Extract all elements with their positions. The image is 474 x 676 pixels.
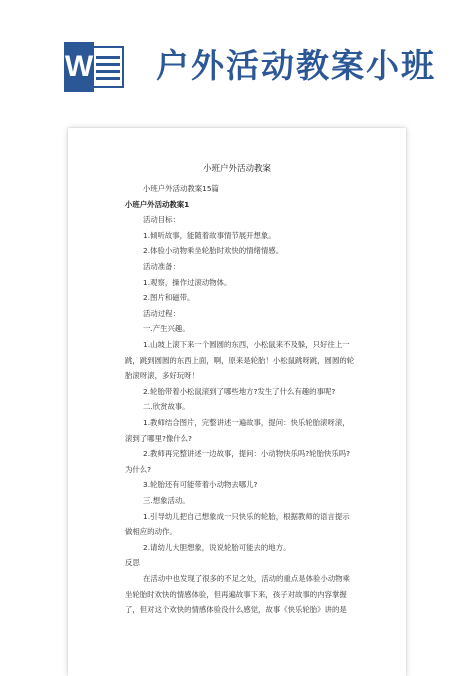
document-line: 三.想象活动。 bbox=[143, 496, 190, 505]
document-line: 1.引导幼儿把自己想象成一只快乐的轮胎，根据教师的语言提示 bbox=[143, 511, 350, 521]
document-line: 2.请幼儿大胆想象，说说轮胎可能去的地方。 bbox=[143, 542, 291, 552]
document-line: 1.观察，操作过滚动物体。 bbox=[143, 277, 232, 287]
word-logo-letter: W bbox=[64, 42, 94, 92]
document-line: 1.倾听故事，能随着故事情节展开想象。 bbox=[143, 230, 276, 240]
document-line: 活动目标： bbox=[143, 215, 180, 225]
document-line: 一.产生兴趣。 bbox=[143, 324, 190, 334]
document-line: 二.欣赏故事。 bbox=[143, 402, 190, 412]
document-line: 胎滚呀滚，多好玩呀！ bbox=[125, 371, 199, 381]
document-line: 为什么? bbox=[125, 464, 152, 474]
document-line: 了，但对这个欢快的情感体验没什么感觉，故事《快乐轮胎》讲的是 bbox=[125, 605, 347, 615]
document-line: 做相应的动作。 bbox=[125, 527, 177, 537]
document-title: 小班户外活动教案 bbox=[202, 164, 271, 174]
document-line: 3.轮胎还有可能带着小动物去哪儿? bbox=[143, 480, 258, 490]
document-line: 2.图片和磁带。 bbox=[143, 293, 195, 303]
document-line: 2.体验小动物乘坐轮胎时欢快的情绪情感。 bbox=[143, 246, 284, 256]
document-line: 2.轮胎带着小松鼠滚到了哪些地方?发生了什么有趣的事呢? bbox=[143, 386, 336, 396]
document-line: 跳，跳到圆圆的东西上面，啊，原来是轮胎！小松鼠跳呀跳，圆圆的轮 bbox=[125, 355, 355, 365]
document-line: 2.教师再完整讲述一边故事，提问：小动物快乐吗?轮胎快乐吗? bbox=[143, 449, 351, 459]
header-banner bbox=[0, 0, 474, 120]
word-document-icon bbox=[64, 42, 126, 92]
document-line: 1.山坡上滚下来一个圆圆的东西，小松鼠来不及躲，只好往上一 bbox=[143, 340, 350, 349]
document-line: 活动准备： bbox=[143, 262, 180, 271]
document-page bbox=[68, 128, 406, 676]
document-line: 小班户外活动教案15篇 bbox=[143, 184, 219, 193]
document-line: 在活动中也发现了很多的不足之处，活动的重点是体验小动物乘 bbox=[143, 574, 350, 583]
document-line: 1.教师结合图片，完整讲述一遍故事，提问：快乐轮胎滚呀滚， bbox=[143, 418, 350, 427]
document-line: 坐轮胎时欢快的情感体验，但再遍故事下来，孩子对故事的内容掌握 bbox=[125, 589, 347, 599]
section-heading: 小班户外活动教案1 bbox=[125, 199, 190, 209]
document-line: 滚到了哪里?像什么? bbox=[125, 433, 192, 443]
document-line: 活动过程： bbox=[143, 308, 180, 318]
document-line: 反思 bbox=[125, 558, 140, 568]
page-title: 户外活动教案小班 bbox=[156, 46, 436, 85]
